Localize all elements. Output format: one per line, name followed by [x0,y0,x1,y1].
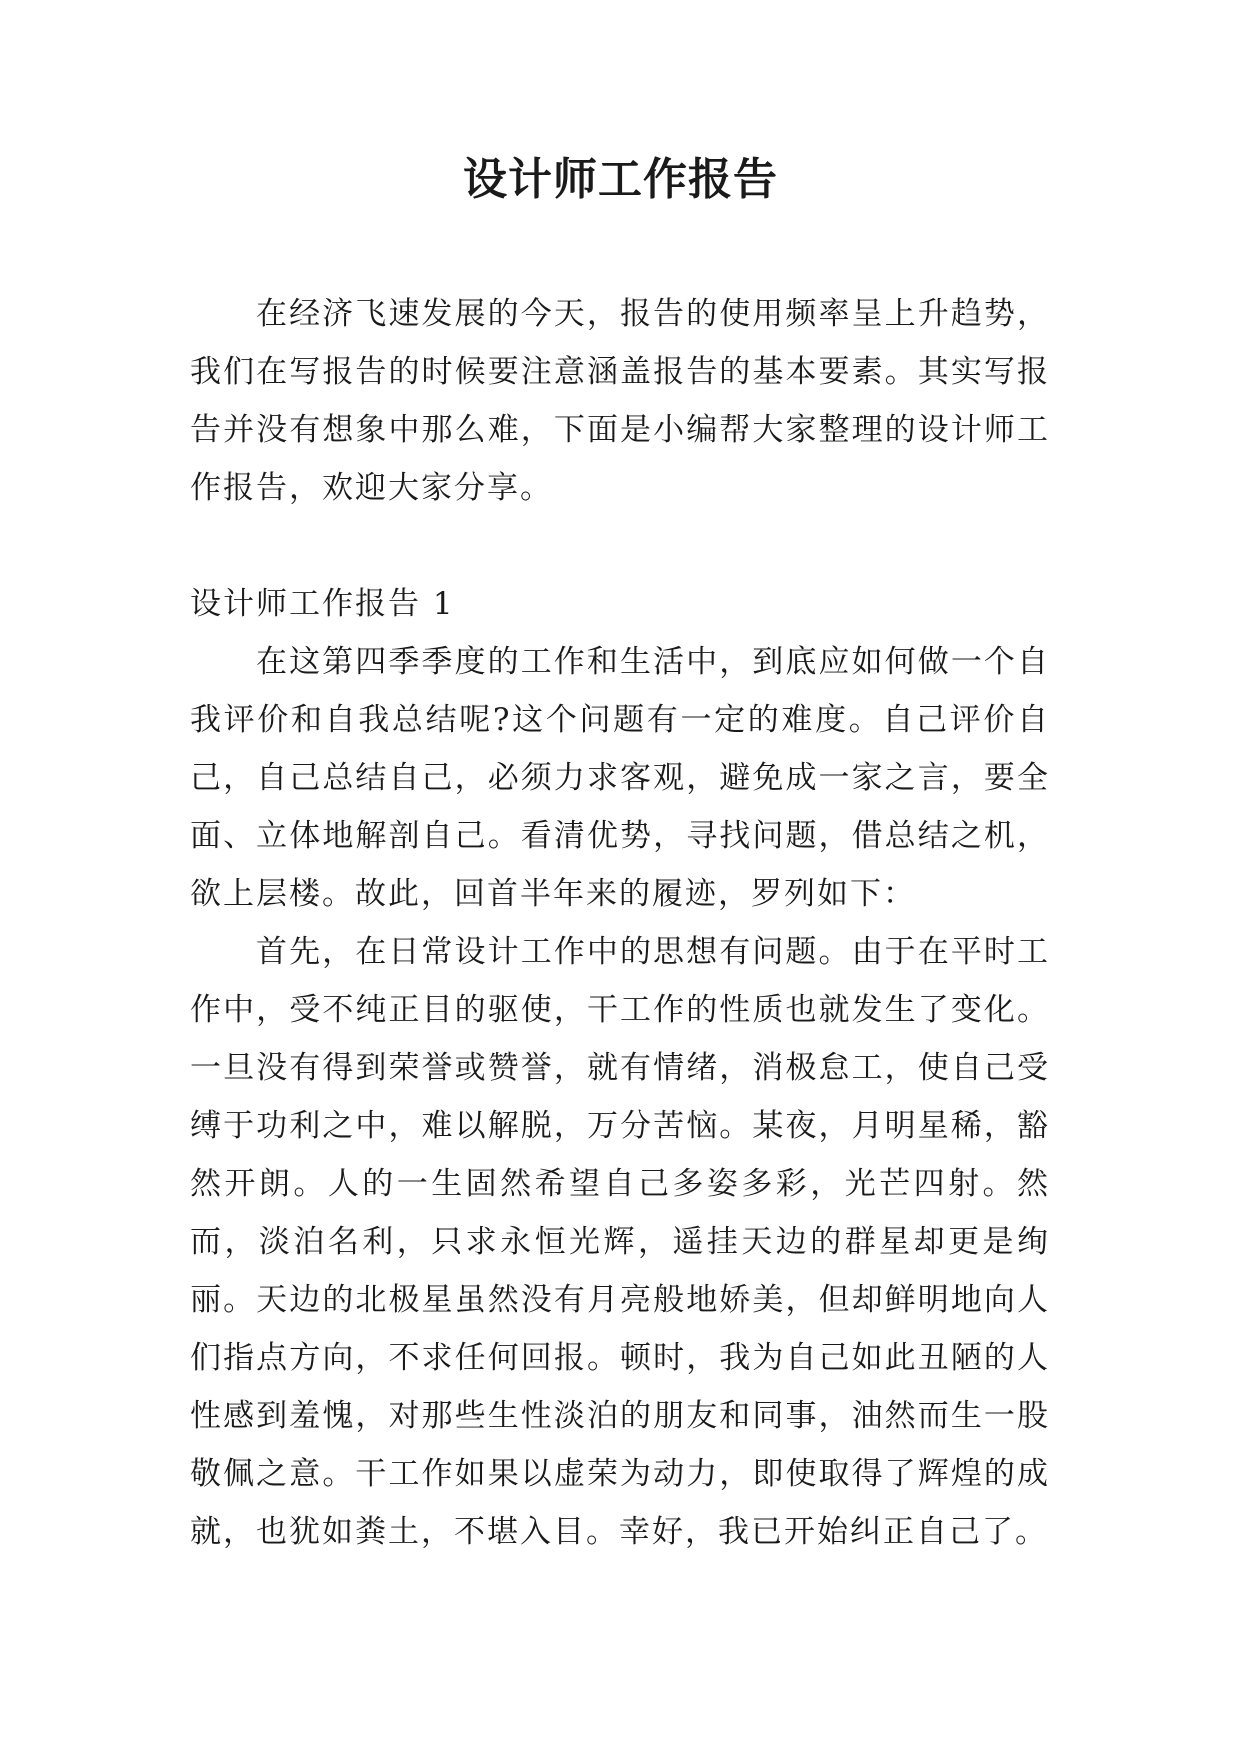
intro-paragraph: 在经济飞速发展的今天，报告的使用频率呈上升趋势，我们在写报告的时候要注意涵盖报告的基本要素。其实写报告并没有想象中那么难，下面是小编帮大家整理的设计师工作报告，欢迎大家分享。 [190,296,1050,506]
body-paragraph: 首先，在日常设计工作中的思想有问题。由于在平时工作中，受不纯正目的驱使，干工作的性质也就发生了变化。一旦没有得到荣誉或赞誉，就有情绪，消极怠工，使自己受缚于功利之中，难以解脱，万分苦恼。某夜，月明星稀，豁然开朗。人的一生固然希望自己多姿多彩，光芒四射。然而，淡泊名利，只求永恒光辉，遥挂天边的群星却更是绚丽。天边的北极星虽然没有月亮般地娇美，但却鲜明地向人们指点方向，不求任何回报。顿时，我为自己如此丑陋的人性感到羞愧，对那些生性淡泊的朋友和同事，油然而生一股敬佩之意。干工作如果以虚荣为动力，即使取得了辉煌的成就，也犹如粪土，不堪入目。幸好，我已开始纠正自己了。 [190,934,1050,1550]
body-paragraph: 在这第四季季度的工作和生活中，到底应如何做一个自我评价和自我总结呢?这个问题有一定的难度。自己评价自己，自己总结自己，必须力求客观，避免成一家之言，要全面、立体地解剖自己。看清优势，寻找问题，借总结之机，欲上层楼。故此，回首半年来的履迹，罗列如下： [190,644,1050,912]
section-heading: 设计师工作报告 1 [190,586,455,622]
document-title: 设计师工作报告 [463,154,778,205]
